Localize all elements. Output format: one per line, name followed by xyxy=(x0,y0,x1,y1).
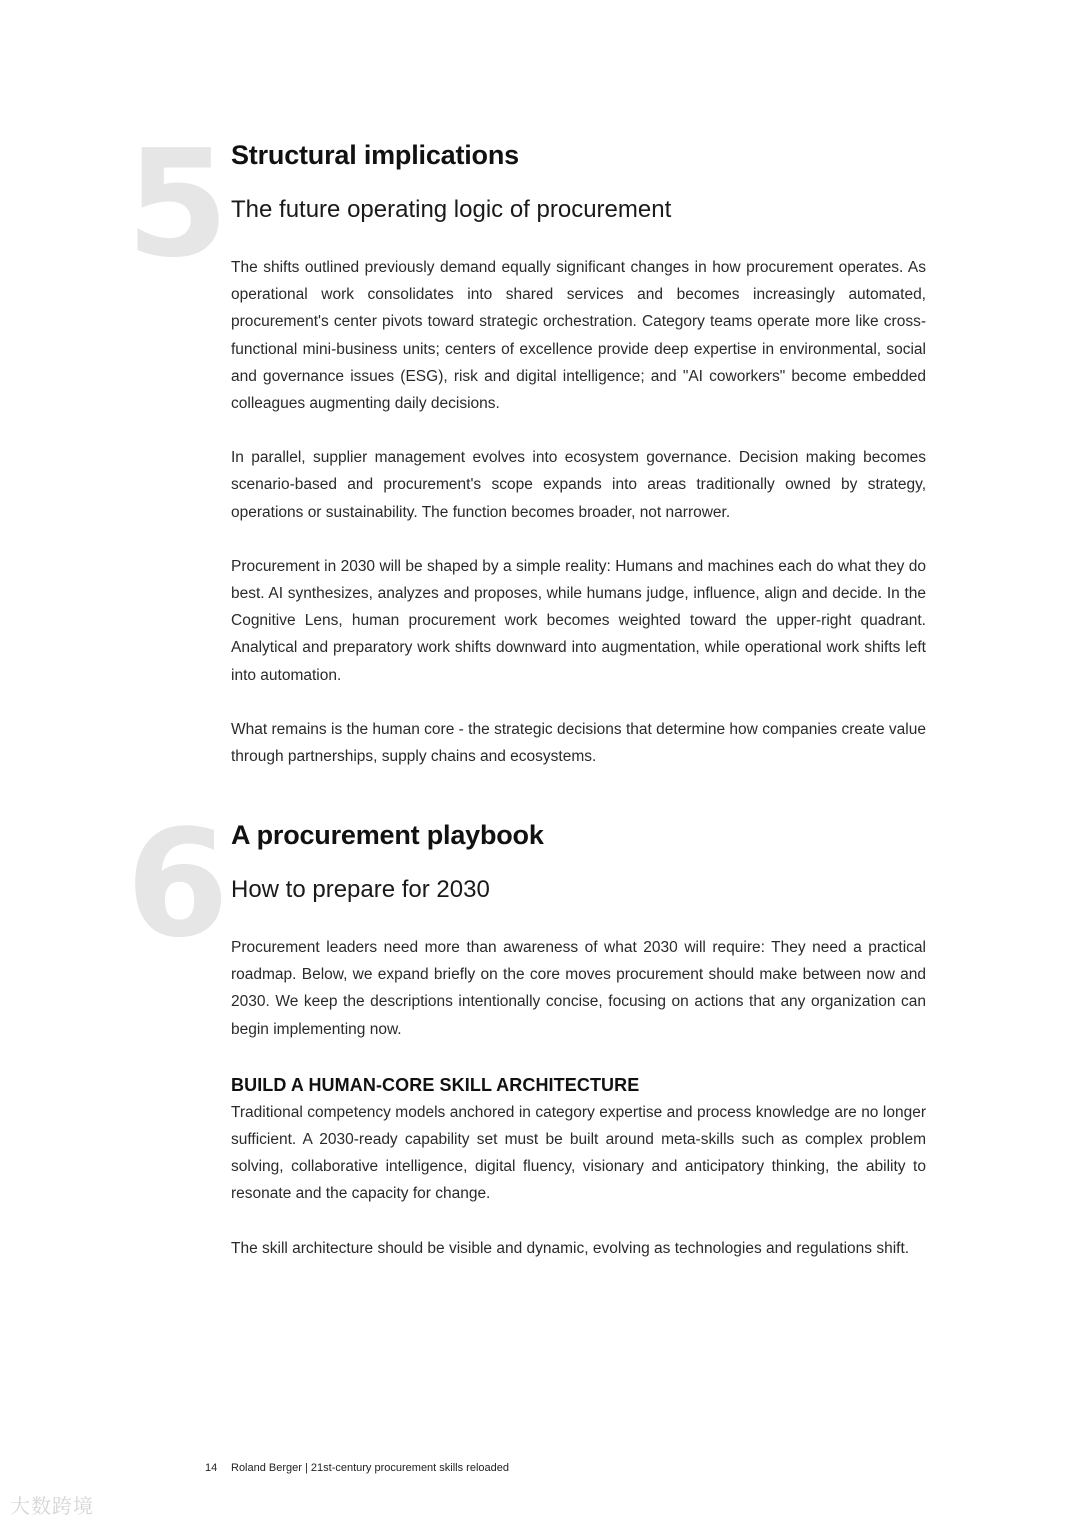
section-content xyxy=(231,818,926,1262)
section-subtitle: How to prepare for 2030 xyxy=(231,876,490,903)
section-number: 6 xyxy=(126,798,229,970)
section-title: A procurement playbook xyxy=(231,820,544,850)
body-paragraph: In parallel, supplier management evolves into ecosystem governance. Decision making becomes scenario-based and procurement's scope expands into areas traditionally owned by strategy, operations or sustainability. The function becomes broader, not narrower. xyxy=(231,449,926,521)
section-subtitle: The future operating logic of procurement xyxy=(231,196,672,223)
body-paragraph: What remains is the human core - the strategic decisions that determine how companies create value through partnerships, supply chains and ecosystems. xyxy=(231,720,926,766)
body-paragraph: The shifts outlined previously demand equally significant changes in how procurement operates. As operational work consolidates into shared services and becomes increasingly automated, procurement's center pivots toward strategic orchestration. Category teams operate more like cross-functional mini-business units; centers of excellence provide deep expertise in environmental, social and governance issues (ESG), risk and digital intelligence; and "AI coworkers" become embedded colleagues augmenting daily decisions. xyxy=(231,259,926,413)
section-intro xyxy=(231,934,926,1043)
section-number: 5 xyxy=(126,118,229,290)
intro-paragraph: Procurement leaders need more than awareness of what 2030 will require: They need a practical roadmap. Below, we expand briefly on the core moves procurement should make between now and 2030. We keep the descriptions intentionally concise, focusing on actions that any organization can begin implementing now. xyxy=(231,939,926,1038)
body-paragraph: Traditional competency models anchored in category expertise and process knowledge are no longer sufficient. A 2030-ready capability set must be built around meta-skills such as complex problem solving, collaborative intelligence, digital fluency, visionary and anticipatory thinking, the ability to resonate and the capacity for change. xyxy=(231,1103,926,1203)
section-title: Structural implications xyxy=(231,140,519,170)
watermark xyxy=(10,1490,94,1519)
footer-text: Roland Berger | 21st-century procurement skills reloaded xyxy=(231,1462,509,1474)
watermark-text: 大数跨境 xyxy=(10,1494,94,1518)
page-footer xyxy=(205,1461,509,1475)
body-paragraph: The skill architecture should be visible and dynamic, evolving as technologies and regulations shift. xyxy=(231,1239,910,1257)
subsection-body xyxy=(231,1099,926,1262)
subsection-heading: BUILD A HUMAN-CORE SKILL ARCHITECTURE xyxy=(231,1074,640,1095)
section-content xyxy=(231,138,926,770)
page-number: 14 xyxy=(205,1462,218,1474)
section-body xyxy=(231,254,926,770)
body-paragraph: Procurement in 2030 will be shaped by a simple reality: Humans and machines each do what they do best. AI synthesizes, analyzes and proposes, while humans judge, influence, align and decide. In the Cognitive Lens, human procurement work becomes weighted toward the upper-right quadrant. Analytical and preparatory work shifts downward into augmentation, while operational work shifts left into automation. xyxy=(231,557,926,684)
